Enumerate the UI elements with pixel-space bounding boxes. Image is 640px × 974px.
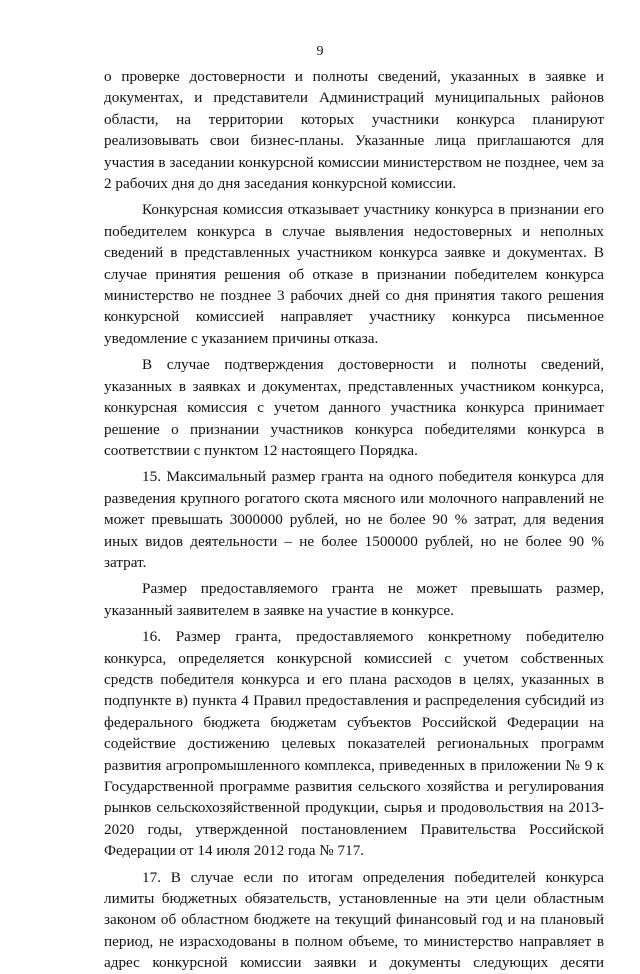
paragraph-refusal: Конкурсная комиссия отказывает участнику конкурса в признании его победителем конкурса в случае выявления недостоверных и неполных сведений в представленных участником конкурса заявке и документах. В случае принятия решения об отказе в признании победителем конкурса министерство не позднее 3 рабочих дней со дня принятия такого решения конкурсной комиссией направляет участнику конкурса письменное уведомление с указанием причины отказа. (104, 201, 604, 347)
document-body (104, 66, 604, 974)
paragraph-confirmation: В случае подтверждения достоверности и полноты сведений, указанных в заявках и документах, представленных участником конкурса, конкурсная комиссия с учетом данного участника конкурса принимает решение о признании участников конкурса победителями конкурса в соответствии с пунктом 12 настоящего Порядка. (104, 356, 604, 459)
page-number: 9 (316, 44, 324, 59)
paragraph-grant-size: Размер предоставляемого гранта не может превышать размер, указанный заявителем в заявке на участие в конкурсе. (104, 580, 604, 619)
paragraph-item-16: 16. Размер гранта, предоставляемого конкретному победителю конкурса, определяется конкурсной комиссией с учетом собственных средств победителя конкурса и его плана расходов в целях, указанных в подпункте в) пункта 4 Правил предоставления и распределения субсидий из федерального бюджета бюджетам субъектов Российской Федерации на содействие достижению целевых показателей региональных программ развития агропромышленного комплекса, приведенных в приложении № 9 к Государственной программе развития сельского хозяйства и регулирования рынков сельскохозяйственной продукции, сырья и продовольствия на 2013-2020 годы, утвержденной постановлением Правительства Российской Федерации от 14 июля 2012 года № 717. (104, 628, 604, 860)
paragraph-continuation: о проверке достоверности и полноты сведений, указанных в заявке и документах, и представители Администраций муниципальных районов области, на территории которых участники конкурса планируют реализовывать свои бизнес-планы. Указанные лица приглашаются для участия в заседании конкурсной комиссии министерством не позднее, чем за 2 рабочих дня до дня заседания конкурсной комиссии. (104, 68, 604, 193)
paragraph-item-15: 15. Максимальный размер гранта на одного победителя конкурса для разведения крупного рогатого скота мясного или молочного направлений не может превышать 3000000 рублей, но не более 90 % затрат, для ведения иных видов деятельности – не более 1500000 рублей, но не более 90 % затрат. (104, 468, 604, 571)
paragraph-item-17: 17. В случае если по итогам определения победителей конкурса лимиты бюджетных обязательств, установленные на эти цели областным законом об областном бюджете на текущий финансовый год и на плановый период, не израсходованы в полном объеме, то министерство направляет в адрес конкурсной комиссии заявки и документы следующих десяти (104, 868, 604, 972)
